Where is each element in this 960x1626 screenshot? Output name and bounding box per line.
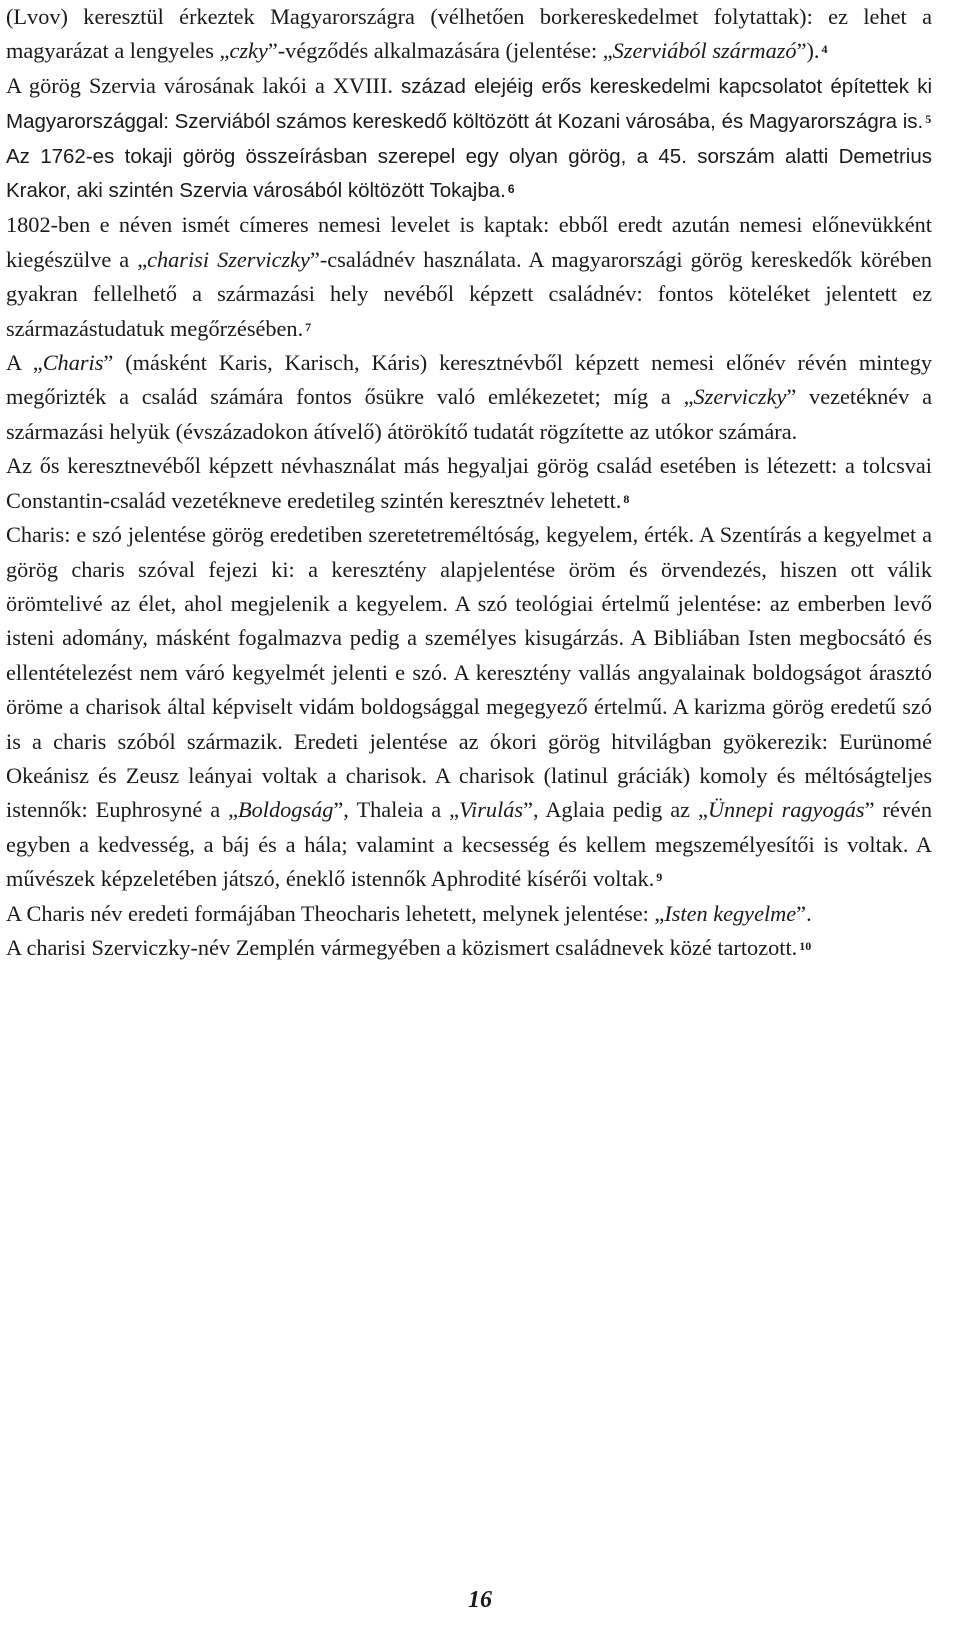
- text-run: A charisi Szerviczky-név Zemplén vármegyében a közismert családnevek közé tartozott.: [6, 934, 798, 960]
- text-run: 1802-ben e néven ismét címeres nemesi levelet is kaptak: ebből eredt azután nemesi előnevükként kiegészülve a „: [6, 212, 932, 272]
- text-run: ” révén egyben a kedvesség, a báj és a hála; valamint a kecsesség és kellem megszemélyesítői is voltak. A művészek képzeletében játszó, éneklő istennők Aphrodité kísérői voltak.: [6, 797, 932, 892]
- text-run: A görög Szervia városának lakói a XVIII.: [6, 72, 401, 98]
- paragraph-7: [6, 518, 932, 896]
- paragraph-4: [6, 208, 932, 346]
- text-run: Az 1762-es tokaji görög összeírásban szerepel egy olyan görög, a 45. sorszám alatti Demetrius Krakor, aki szintén Szervia városából költözött Tokajba.: [6, 144, 932, 203]
- italic-text: charisi Szerviczky: [147, 246, 310, 272]
- text-run: ”-családnév használata. A magyarországi görög kereskedők körében gyakran fellelhető a származási hely nevéből képzett családnév: fontos köteléket jelentett ez származástudatuk megőrzésében.: [6, 246, 933, 341]
- text-run: Charis: e szó jelentése görög eredetiben szeretetreméltóság, kegyelem, érték. A Szentírás a kegyelmet a görög charis szóval fejezi ki: a keresztény alapjelentése öröm és örvendezés, hiszen ott válik örömtelivé az élet, ahol megjelenik a kegyelem. A szó teológiai értelmű jelentése: az emberben levő isteni adomány, másként fogalmazva pedig a személyes kisugárzás. A Bibliában Isten megbocsátó és ellentételezést nem váró kegyelmét jelenti e szó. A keresztény vallás angyalainak boldogságot árasztó öröme a charisok által képviselt vidám boldogsággal megegyező értelmű. A karizma görög eredetű szó is a charis szóból származik. Eredeti jelentése az ókori görög hitvilágban gyökerezik: Eurünomé Okeánisz és Zeusz leányai voltak a charisok. A charisok (latinul gráciák) komoly és méltóságteljes istennők: Euphrosyné a „: [6, 522, 932, 823]
- footnote-marker: 6: [507, 182, 515, 197]
- italic-text: Isten kegyelme: [664, 900, 797, 926]
- footnote-marker: 4: [821, 42, 828, 57]
- text-run: Az ős keresztnevéből képzett névhasználat más hegyaljai görög család esetében is létezett: a tolcsvai Constantin-család vezetékneve eredetileg szintén keresztnév lehetett.: [6, 453, 932, 513]
- text-run: ”).: [796, 38, 820, 64]
- text-run: (Lvov) keresztül érkeztek Magyarországra (vélhetően borkereskedelmet folytattak): ez lehet a magyarázat a lengyeles „: [6, 4, 932, 64]
- italic-text: Szerviczky: [693, 384, 787, 410]
- footnote-marker: 10: [799, 938, 812, 953]
- paragraph-1: [6, 0, 932, 69]
- text-run: század elejéig erős kereskedelmi kapcsolatot építettek ki Magyarországgal: Szerviából számos kereskedő költözött át Kozani városába, és Magyarországra is.: [6, 74, 932, 134]
- italic-text: Boldogság: [238, 797, 334, 823]
- paragraph-8: [6, 897, 932, 931]
- text-run: ”, Thaleia a „: [333, 797, 460, 823]
- text-run: A „: [6, 350, 43, 376]
- footnote-marker: 7: [305, 319, 312, 334]
- paragraph-3: [6, 140, 932, 209]
- text-run: ”, Aglaia pedig az „: [523, 797, 708, 823]
- italic-text: Ünnepi ragyogás: [707, 797, 865, 823]
- paragraph-2: [6, 69, 932, 140]
- text-run: ”.: [796, 900, 812, 926]
- text-run: ”-végződés alkalmazására (jelentése: „: [267, 38, 613, 64]
- italic-text: czky: [229, 38, 268, 64]
- document-page: [6, 0, 932, 965]
- paragraph-5: [6, 346, 932, 449]
- footnote-marker: 8: [623, 491, 630, 506]
- footnote-marker: 5: [925, 112, 932, 127]
- italic-text: Charis: [42, 350, 104, 376]
- text-run: A Charis név eredeti formájában Theocharis lehetett, melynek jelentése: „: [6, 900, 665, 926]
- page-number: 16: [468, 1587, 492, 1613]
- italic-text: Virulás: [459, 797, 524, 823]
- footnote-marker: 9: [656, 870, 663, 885]
- italic-text: Szerviából származó: [612, 38, 797, 64]
- text-run: ” (másként Karis, Karisch, Káris) keresztnévből képzett nemesi előnév révén mintegy megőrizték a család számára fontos ősükre való emlékezetet; míg a „: [6, 350, 933, 410]
- text-run: ” vezetéknév a származási helyük (évszázadokon átívelő) átörökítő tudatát rögzítette az utókor számára.: [6, 384, 932, 444]
- paragraph-6: [6, 449, 932, 518]
- paragraph-9: [6, 931, 932, 965]
